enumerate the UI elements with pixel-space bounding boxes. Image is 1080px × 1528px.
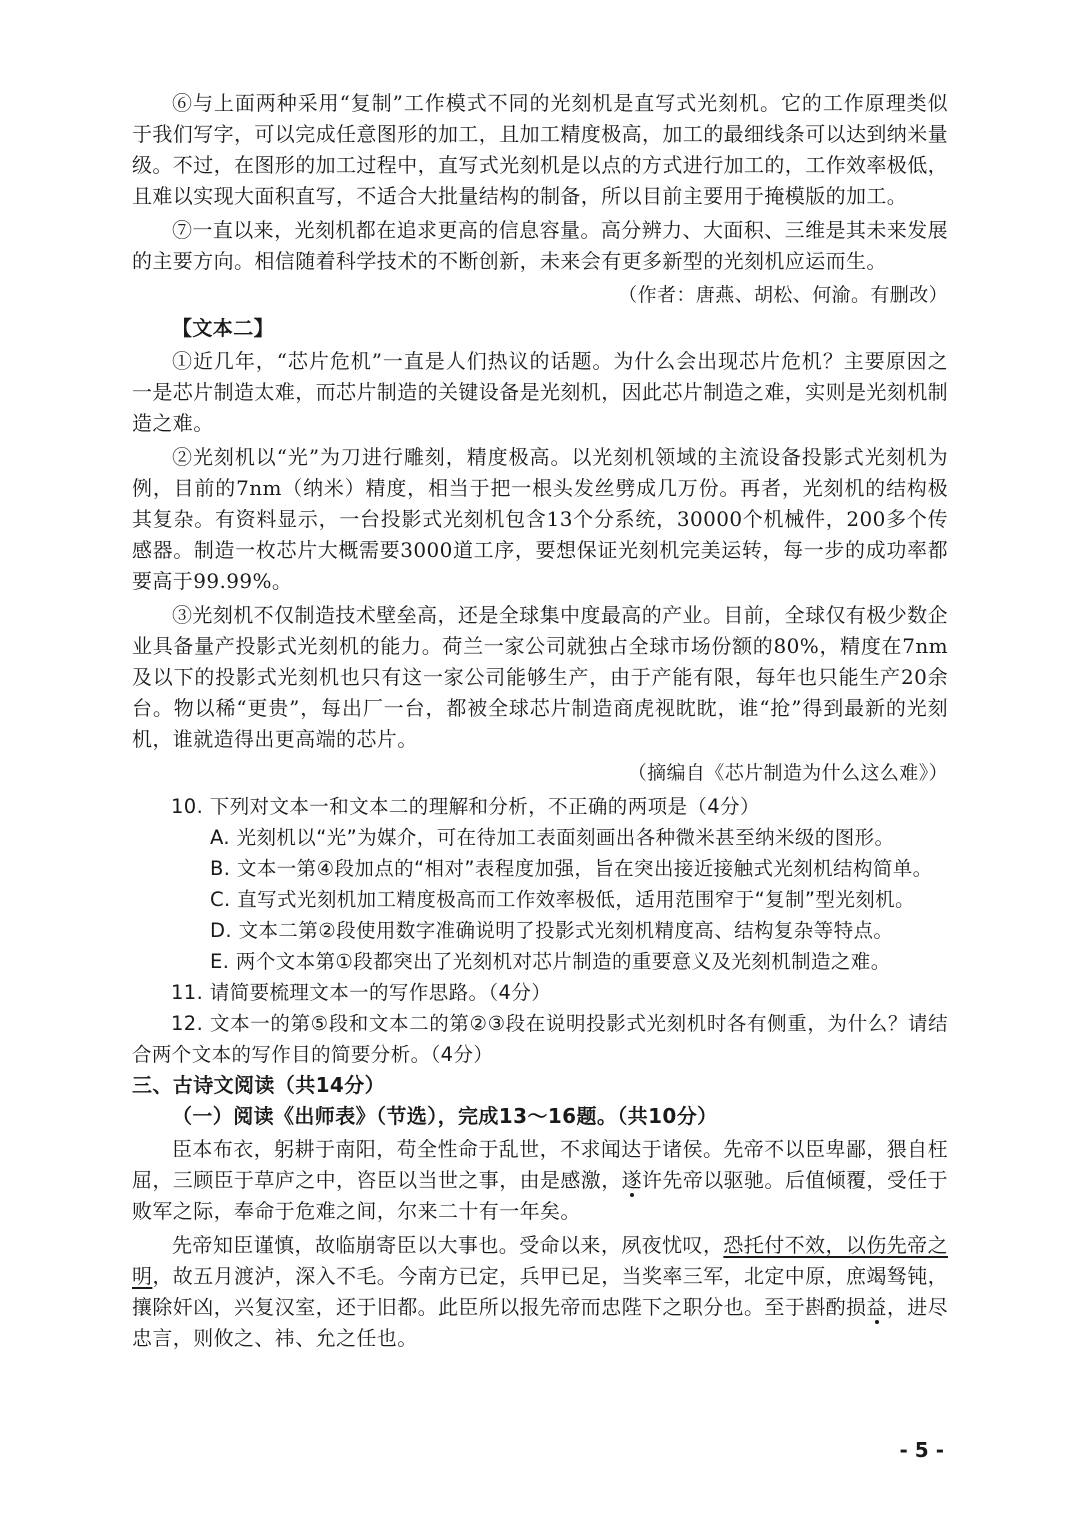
classical-paragraph-1 (132, 1134, 948, 1227)
classical-paragraph-2 (132, 1230, 948, 1354)
question-11: 11. 请简要梳理文本一的写作思路。（4分） (171, 981, 552, 1004)
underlined-sentence: 恐托付不效，以伤先帝之明 (132, 1233, 948, 1288)
question-10-option-a: A. 光刻机以“光”为媒介，可在待加工表面刻画出各种微米甚至纳米级的图形。 (210, 826, 895, 849)
part-3-heading: 三、古诗文阅读（共14分） (132, 1073, 386, 1097)
text2-paragraph-2: ②光刻机以“光”为刀进行雕刻，精度极高。以光刻机领域的主流设备投影式光刻机为例，目前的7nm（纳米）精度，相当于把一根头发丝劈成几万份。再者，光刻机的结构极其复杂。有资料显示，一台投影式光刻机包含13个分系统，30000个机械件，200多个传感器。制造一枚芯片大概需要3000道工序，要想保证光刻机完美运转，每一步的成功率都要高于99.99%。 (132, 445, 948, 593)
page-content (132, 88, 948, 1357)
dotted-character-yi: 益 (866, 1295, 887, 1319)
classical-p2-text-b: ，故五月渡泸，深入不毛。今南方已定，兵甲已足，当奖率三军，北定中原，庶竭驽钝，攘除奸凶，兴复汉室，还于旧都。此臣所以报先帝而忠陛下之职分也。至于斟酌损 (132, 1264, 949, 1319)
classical-p1-text-a: 臣本布衣，躬耕于南阳，苟全性命于乱世，不求闻达于诸侯。先帝不以臣卑鄙，猥自枉屈，三顾臣于草庐之中，咨臣以当世之事，由是感激， (132, 1137, 948, 1192)
question-12: 12. 文本一的第⑤段和文本二的第②③段在说明投影式光刻机时各有侧重，为什么？请结合两个文本的写作目的简要分析。（4分） (132, 1012, 948, 1066)
text1-paragraph-7: ⑦一直以来，光刻机都在追求更高的信息容量。高分辨力、大面积、三维是其未来发展的主要方向。相信随着科学技术的不断创新，未来会有更多新型的光刻机应运而生。 (132, 218, 948, 273)
question-10-option-d: D. 文本二第②段使用数字准确说明了投影式光刻机精度高、结构复杂等特点。 (210, 919, 894, 942)
classical-p2-text-c: ，进尽忠言，则攸之、祎、允之任也。 (132, 1295, 949, 1350)
question-10-option-e: E. 两个文本第①段都突出了光刻机对芯片制造的重要意义及光刻机制造之难。 (210, 950, 891, 973)
text2-paragraph-1: ①近几年，“芯片危机”一直是人们热议的话题。为什么会出现芯片危机？主要原因之一是芯片制造太难，而芯片制造的关键设备是光刻机，因此芯片制造之难，实则是光刻机制造之难。 (132, 349, 948, 435)
classical-p1-text-b: 许先帝以驱驰。后值倾覆，受任于败军之际，奉命于危难之间，尔来二十有一年矣。 (132, 1168, 949, 1223)
text2-heading: 【文本二】 (172, 316, 274, 340)
classical-p2-text-a: 先帝知臣谨慎，故临崩寄臣以大事也。受命以来，夙夜忧叹， (172, 1233, 724, 1257)
page-number: - 5 - (899, 1438, 944, 1462)
part-3-subheading: （一）阅读《出师表》（节选），完成13～16题。（共10分） (172, 1104, 718, 1128)
text1-source: （作者：唐燕、胡松、何渝。有删改） (618, 284, 948, 306)
question-10-option-c: C. 直写式光刻机加工精度极高而工作效率极低，适用范围窄于“复制”型光刻机。 (210, 888, 915, 911)
text1-paragraph-6: ⑥与上面两种采用“复制”工作模式不同的光刻机是直写式光刻机。它的工作原理类似于我们写字，可以完成任意图形的加工，且加工精度极高，加工的最细线条可以达到纳米量级。不过，在图形的加工过程中，直写式光刻机是以点的方式进行加工的，工作效率极低，且难以实现大面积直写，不适合大批量结构的制备，所以目前主要用于掩模版的加工。 (132, 91, 948, 208)
text2-paragraph-3: ③光刻机不仅制造技术壁垒高，还是全球集中度最高的产业。目前，全球仅有极少数企业具备量产投影式光刻机的能力。荷兰一家公司就独占全球市场份额的80%，精度在7nm及以下的投影式光刻机也只有这一家公司能够生产，由于产能有限，每年也只能生产20余台。物以稀“更贵”，每出厂一台，都被全球芯片制造商虎视眈眈，谁“抢”得到最新的光刻机，谁就造得出更高端的芯片。 (132, 603, 948, 751)
question-10-option-b: B. 文本一第④段加点的“相对”表程度加强，旨在突出接近接触式光刻机结构简单。 (210, 857, 933, 880)
question-10: 10. 下列对文本一和文本二的理解和分析，不正确的两项是（4分） (171, 795, 760, 818)
dotted-character-sui: 遂 (621, 1168, 643, 1192)
text2-source: （摘编自《芯片制造为什么这么难》） (627, 762, 948, 784)
